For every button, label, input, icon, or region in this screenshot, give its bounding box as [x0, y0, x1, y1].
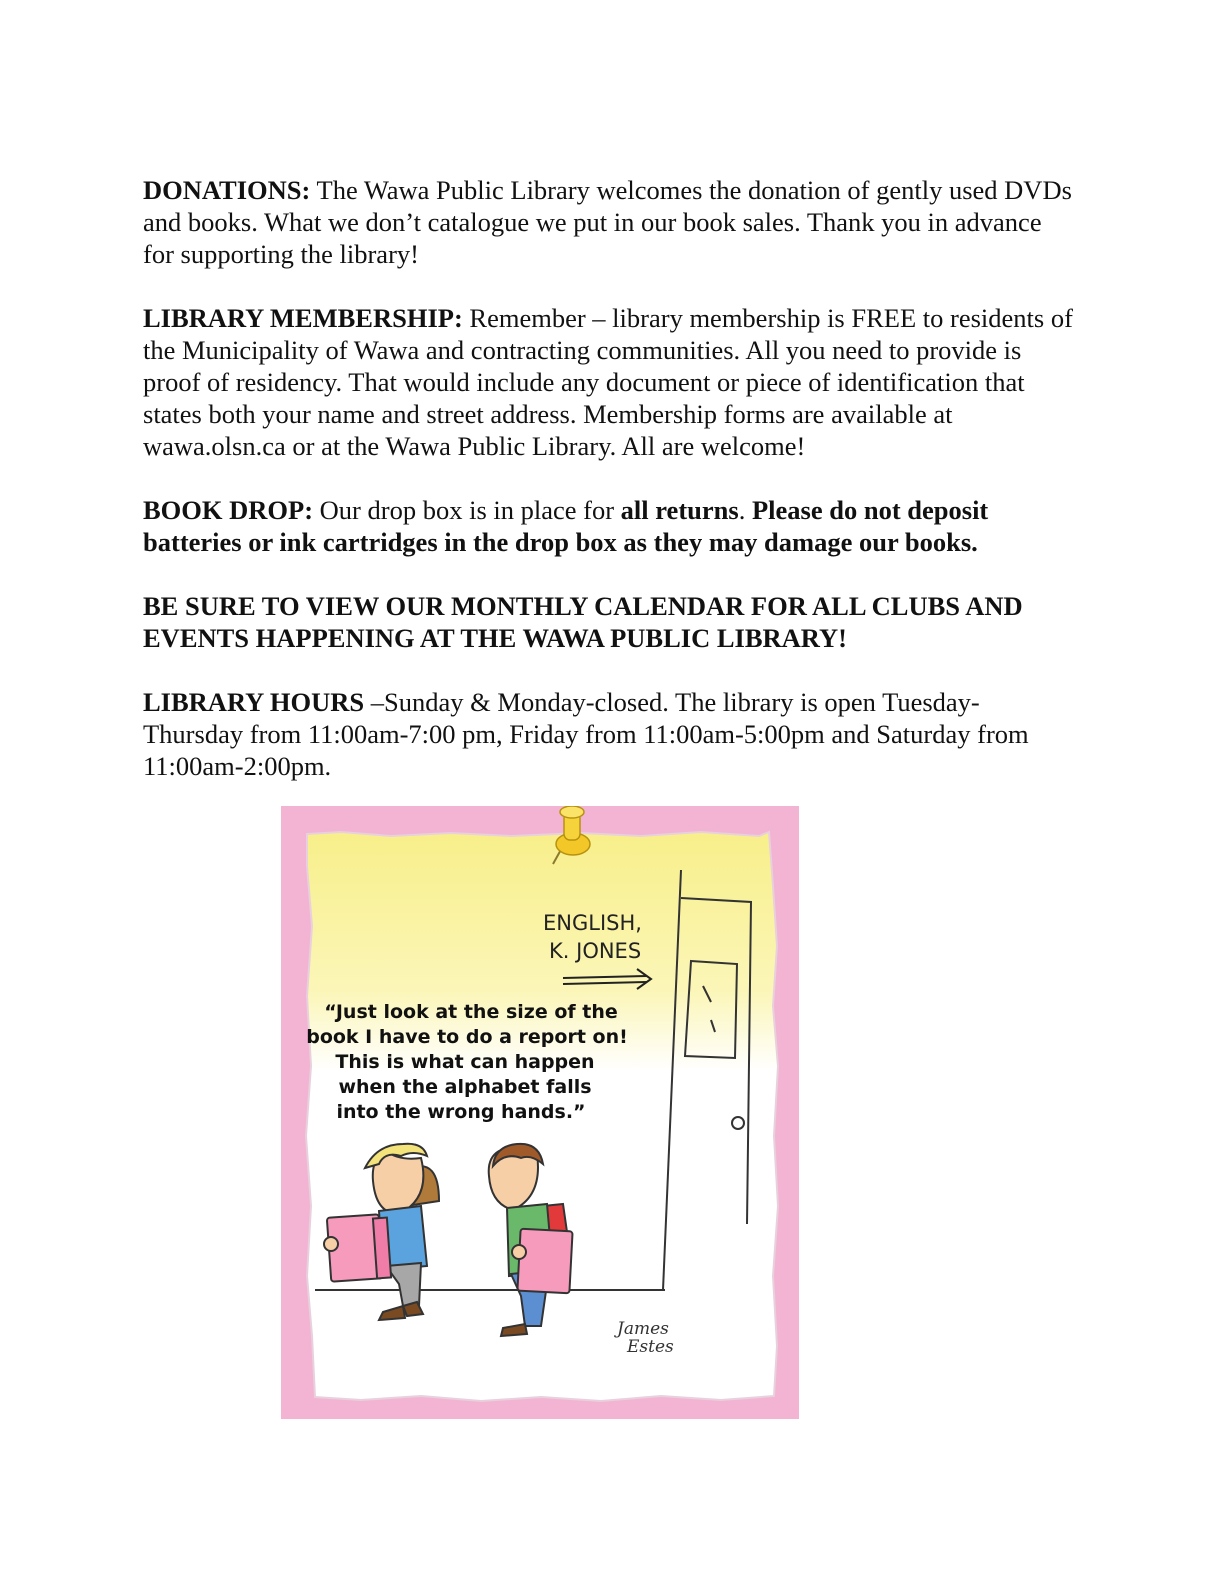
signature-line2: Estes [627, 1337, 674, 1357]
donations-label: DONATIONS: [143, 175, 311, 205]
book-drop-period: . [738, 495, 752, 525]
cartoon-image [281, 806, 799, 1419]
membership-paragraph [143, 302, 1078, 462]
door-sign-line2: K. JONES [549, 939, 642, 963]
book-drop-text: Our drop box is in place for [313, 495, 621, 525]
calendar-notice-text: BE SURE TO VIEW OUR MONTHLY CALENDAR FOR ALL CLUBS AND EVENTS HAPPENING AT THE WAWA PUBLIC LIBRARY! [143, 591, 1023, 653]
book-drop-all-returns: all returns [620, 495, 739, 525]
document-body [143, 174, 1078, 814]
book-drop-warning: Please do not deposit batteries or ink cartridges in the drop box as they may damage our books. [143, 495, 989, 557]
membership-label: LIBRARY MEMBERSHIP: [143, 303, 463, 333]
caption-line-5: into the wrong hands.” [336, 1101, 586, 1123]
donations-text: The Wawa Public Library welcomes the donation of gently used DVDs and books. What we don’t catalogue we put in our book sales. Thank you in advance for supporting the library! [143, 175, 1072, 269]
door-sign-line1: ENGLISH, [543, 911, 642, 935]
hours-text: –Sunday & Monday-closed. The library is open Tuesday-Thursday from 11:00am-7:00 pm, Friday from 11:00am-5:00pm and Saturday from 11:00am-2:00pm. [143, 687, 1029, 781]
caption-line-4: when the alphabet falls [338, 1076, 592, 1098]
membership-text: Remember – library membership is FREE to residents of the Municipality of Wawa and contracting communities. All you need to provide is proof of residency. That would include any document or piece of identification that states both your name and street address. Membership forms are available at wawa.olsn.ca or at the Wawa Public Library. All are welcome! [143, 303, 1073, 461]
book-drop-paragraph [143, 494, 1078, 558]
caption-line-1: “Just look at the size of the [324, 1001, 618, 1023]
caption-line-3: This is what can happen [335, 1051, 595, 1073]
hours-paragraph [143, 686, 1078, 782]
caption-line-2: book I have to do a report on! [306, 1026, 628, 1048]
calendar-notice [143, 590, 1078, 654]
donations-paragraph [143, 174, 1078, 270]
book-drop-label: BOOK DROP: [143, 495, 314, 525]
signature-line1: James [617, 1319, 669, 1339]
hours-label: LIBRARY HOURS [143, 687, 365, 717]
